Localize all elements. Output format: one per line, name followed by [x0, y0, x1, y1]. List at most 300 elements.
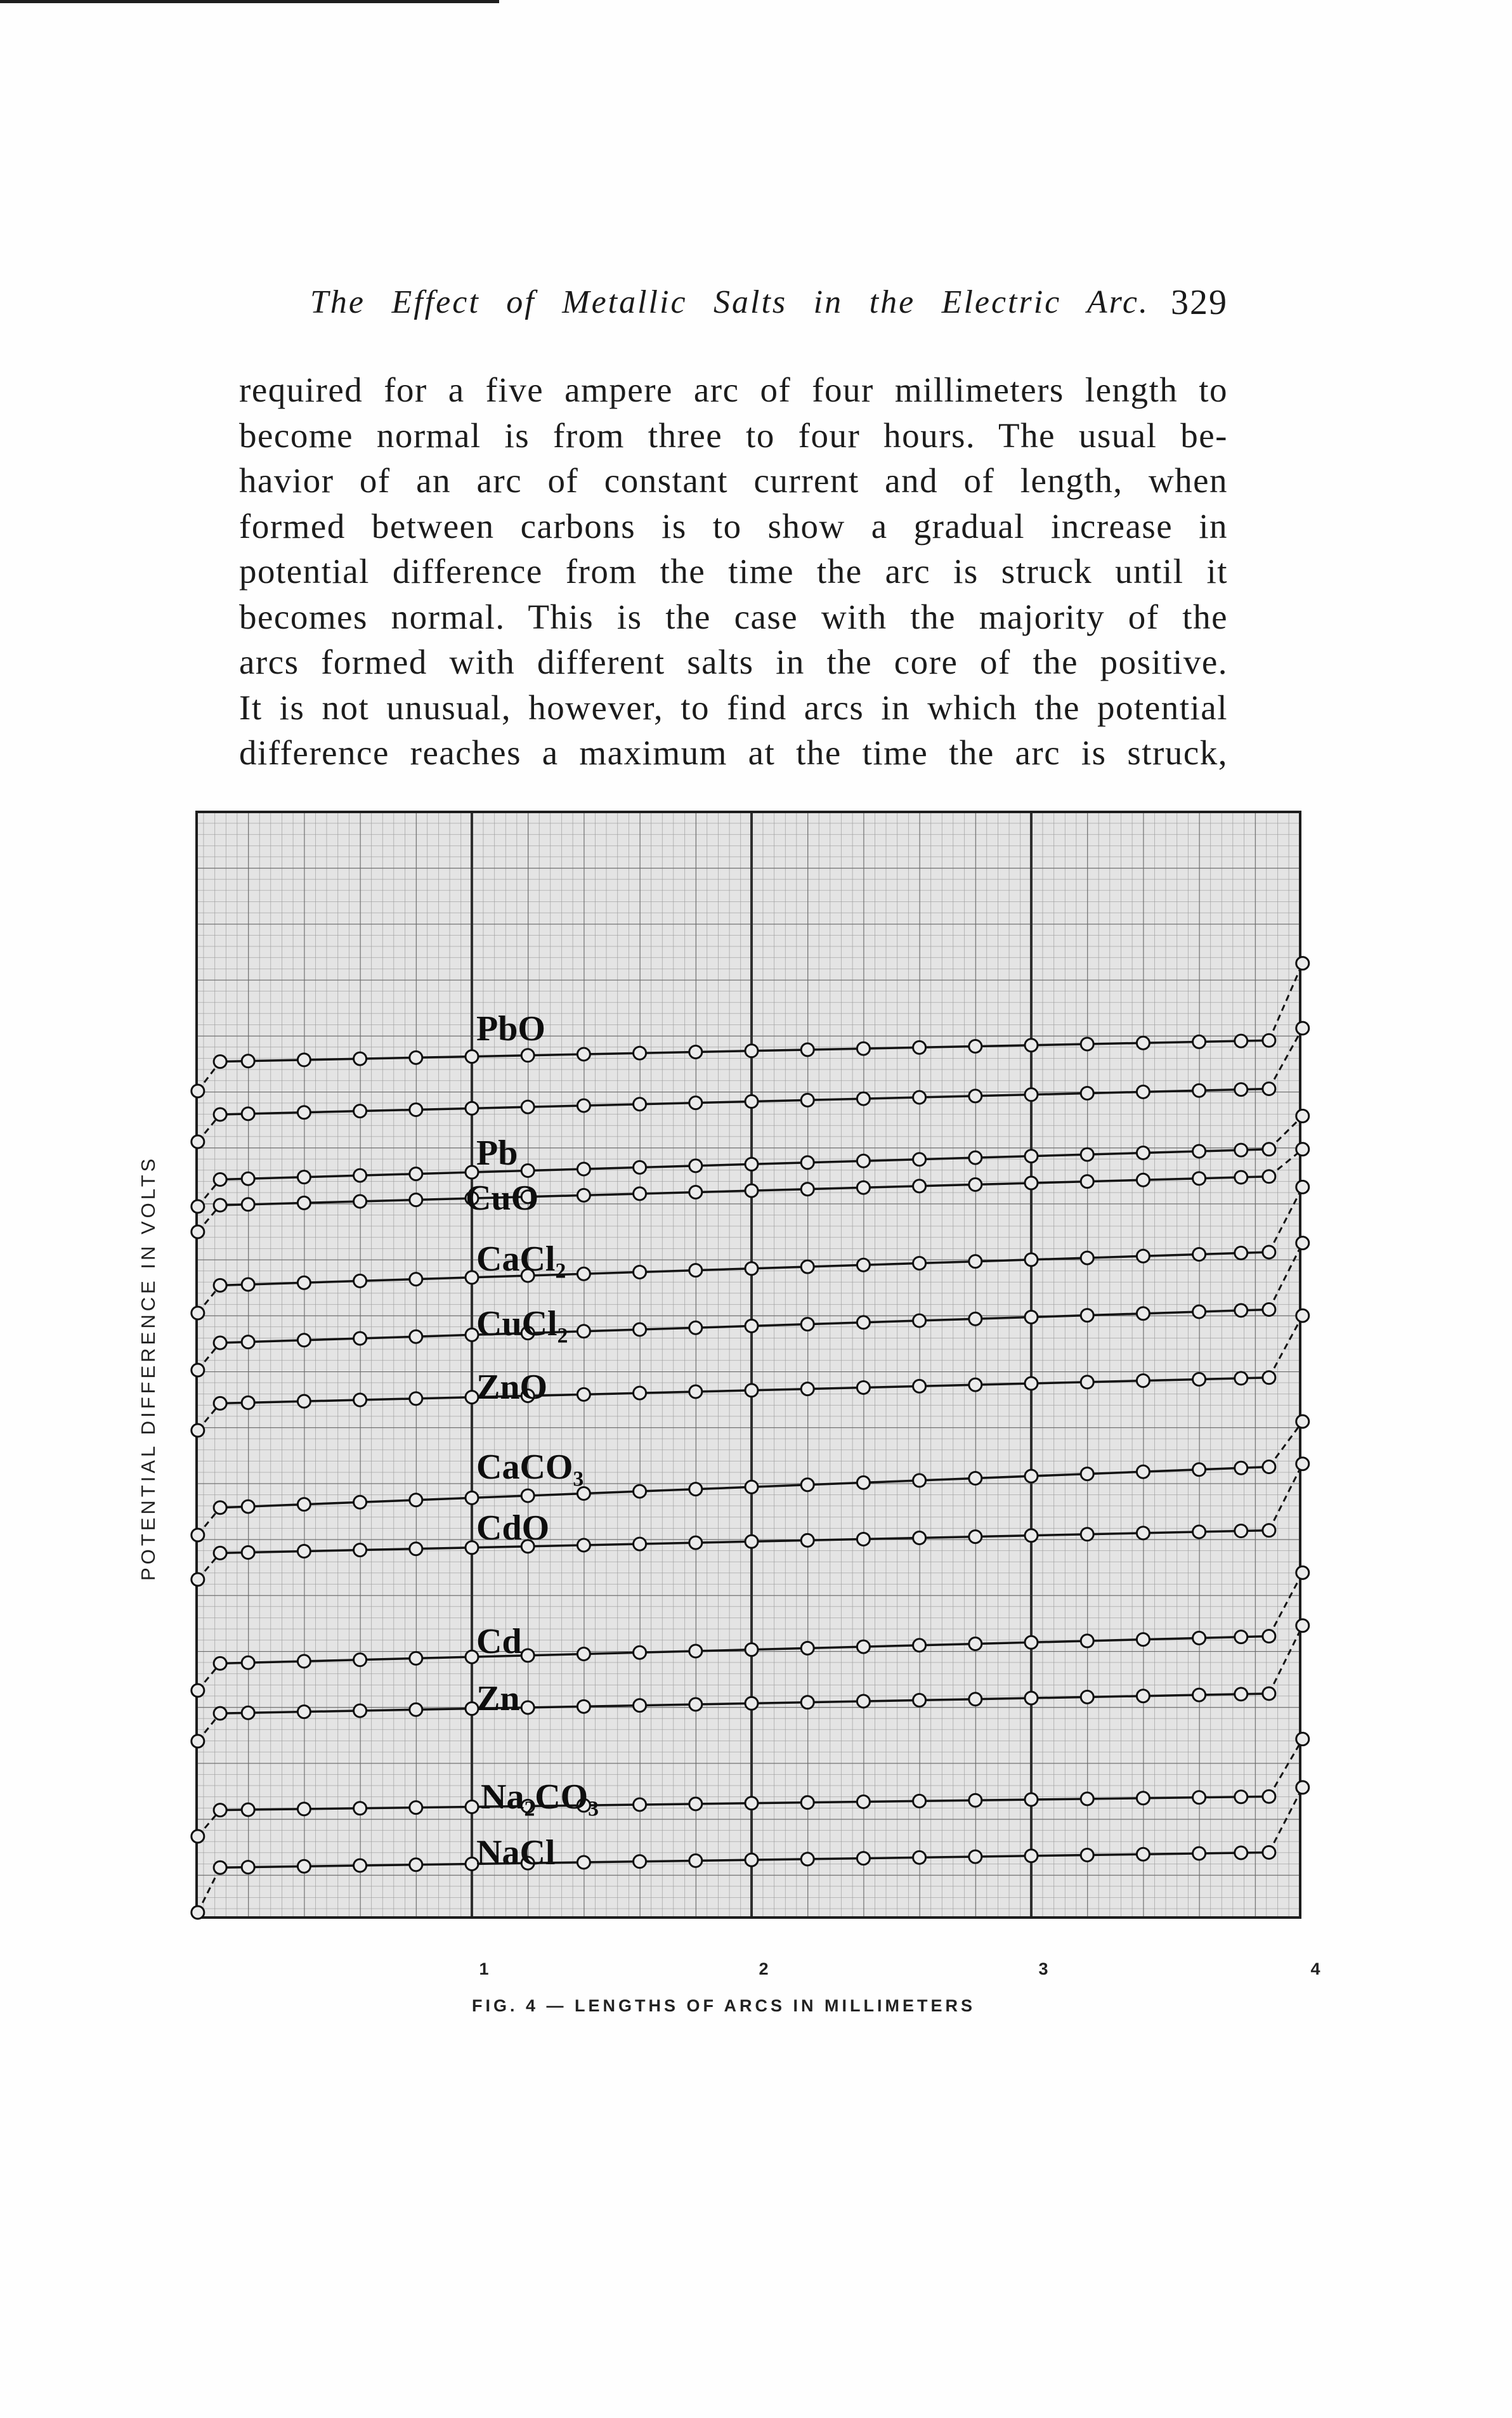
data-point: [1081, 1038, 1093, 1050]
data-point: [354, 1169, 367, 1182]
data-point: [913, 1532, 926, 1545]
data-point: [1296, 1619, 1309, 1632]
series-label: CaCl₂: [476, 1239, 566, 1279]
data-point: [354, 1802, 367, 1815]
data-point: [354, 1105, 367, 1118]
data-point: [801, 1642, 814, 1654]
data-point: [1296, 1566, 1309, 1579]
data-point: [1263, 1034, 1275, 1047]
data-point: [410, 1392, 422, 1405]
data-point: [969, 1151, 982, 1164]
data-point: [689, 1854, 702, 1867]
data-point: [577, 1325, 590, 1338]
data-point: [634, 1265, 646, 1278]
data-point: [1137, 1085, 1149, 1098]
data-point: [466, 1800, 478, 1813]
data-point: [214, 1279, 226, 1291]
data-point: [192, 1364, 204, 1376]
data-point: [214, 1804, 226, 1817]
data-point: [689, 1186, 702, 1199]
data-point: [634, 1485, 646, 1498]
data-point: [521, 1101, 534, 1113]
data-point: [1137, 1792, 1149, 1805]
data-point: [1235, 1144, 1248, 1156]
data-point: [1193, 1035, 1206, 1048]
data-point: [297, 1545, 310, 1558]
data-point: [913, 1041, 926, 1054]
data-point: [297, 1498, 310, 1511]
data-point: [634, 1323, 646, 1336]
data-point: [1296, 1458, 1309, 1470]
data-point: [801, 1796, 814, 1809]
data-point: [1193, 1172, 1206, 1185]
data-point: [1193, 1847, 1206, 1860]
data-point: [297, 1395, 310, 1408]
data-point: [801, 1318, 814, 1331]
data-point: [410, 1103, 422, 1116]
data-point: [634, 1387, 646, 1399]
data-point: [1263, 1846, 1275, 1859]
data-point: [969, 1693, 982, 1706]
data-point: [857, 1795, 870, 1808]
data-point: [1193, 1305, 1206, 1318]
data-point: [801, 1479, 814, 1491]
data-point: [1137, 1465, 1149, 1478]
data-point: [410, 1859, 422, 1871]
data-point: [466, 1491, 478, 1504]
data-point: [242, 1861, 254, 1874]
data-point: [410, 1194, 422, 1206]
data-point: [1193, 1463, 1206, 1476]
data-point: [1263, 1083, 1275, 1095]
data-point: [1137, 1690, 1149, 1702]
data-point: [242, 1108, 254, 1120]
data-point: [242, 1198, 254, 1211]
data-point: [689, 1321, 702, 1334]
data-point: [354, 1274, 367, 1287]
data-point: [410, 1494, 422, 1506]
data-point: [242, 1656, 254, 1669]
data-point: [242, 1803, 254, 1816]
data-point: [577, 1539, 590, 1552]
x-tick-label: 2: [759, 1959, 769, 1978]
data-point: [913, 1380, 926, 1392]
page-number: 329: [1171, 283, 1228, 322]
data-point: [1081, 1635, 1093, 1647]
data-point: [745, 1853, 758, 1866]
data-point: [801, 1183, 814, 1196]
data-point: [214, 1501, 226, 1514]
data-point: [354, 1654, 367, 1666]
text-line: formed between carbons is to show a gradual increase in: [239, 506, 1228, 546]
data-point: [745, 1045, 758, 1057]
data-point: [1137, 1036, 1149, 1049]
data-point: [214, 1108, 226, 1121]
data-point: [297, 1054, 310, 1066]
data-point: [354, 1704, 367, 1717]
data-point: [969, 1178, 982, 1191]
data-point: [969, 1531, 982, 1543]
data-point: [745, 1184, 758, 1197]
data-point: [1235, 1461, 1248, 1474]
data-point: [1263, 1790, 1275, 1803]
data-point: [410, 1273, 422, 1286]
data-point: [1235, 1631, 1248, 1644]
data-point: [857, 1042, 870, 1055]
data-point: [689, 1798, 702, 1810]
series-label: PbO: [476, 1009, 545, 1049]
data-point: [297, 1706, 310, 1718]
data-point: [242, 1172, 254, 1185]
data-point: [745, 1384, 758, 1397]
data-point: [634, 1855, 646, 1868]
data-point: [1137, 1173, 1149, 1186]
text-line: potential difference from the time the arc is struck until it: [239, 552, 1228, 591]
data-point: [1263, 1461, 1275, 1474]
data-point: [969, 1472, 982, 1485]
data-point: [192, 1830, 204, 1843]
data-point: [689, 1483, 702, 1496]
data-point: [1193, 1791, 1206, 1804]
data-point: [214, 1546, 226, 1559]
data-point: [1193, 1631, 1206, 1644]
data-point: [913, 1314, 926, 1327]
data-point: [801, 1094, 814, 1106]
data-point: [1137, 1307, 1149, 1320]
data-point: [634, 1538, 646, 1550]
data-point: [1081, 1309, 1093, 1322]
data-point: [1081, 1087, 1093, 1100]
data-point: [969, 1638, 982, 1650]
data-point: [1263, 1524, 1275, 1537]
data-point: [801, 1043, 814, 1056]
figure-caption: FIG. 4 — LENGTHS OF ARCS IN MILLIMETERS: [472, 1996, 976, 2015]
data-point: [1263, 1304, 1275, 1316]
data-point: [410, 1652, 422, 1664]
data-point: [521, 1049, 534, 1062]
data-point: [1263, 1687, 1275, 1700]
x-tick-label: 4: [1310, 1959, 1320, 1978]
data-point: [214, 1397, 226, 1409]
data-point: [354, 1496, 367, 1508]
data-point: [577, 1487, 590, 1500]
data-point: [689, 1698, 702, 1711]
data-point: [689, 1385, 702, 1398]
data-point: [745, 1644, 758, 1656]
data-point: [1235, 1304, 1248, 1317]
data-point: [969, 1378, 982, 1391]
data-point: [242, 1396, 254, 1409]
data-point: [969, 1312, 982, 1325]
data-point: [969, 1794, 982, 1807]
data-point: [689, 1264, 702, 1277]
data-point: [745, 1797, 758, 1810]
data-point: [1025, 1793, 1038, 1806]
data-point: [801, 1853, 814, 1866]
data-point: [1025, 1692, 1038, 1704]
text-line: required for a five ampere arc of four millimeters length to: [239, 370, 1228, 409]
scan-edge: [0, 0, 499, 3]
data-point: [1235, 1688, 1248, 1701]
series-label: Na₂CO₃: [481, 1777, 599, 1817]
data-point: [354, 1332, 367, 1345]
data-point: [354, 1544, 367, 1557]
data-point: [214, 1055, 226, 1068]
data-point: [192, 1573, 204, 1586]
series-label: CaCO₃: [476, 1448, 584, 1487]
data-point: [745, 1319, 758, 1332]
data-point: [1235, 1246, 1248, 1259]
data-point: [857, 1640, 870, 1653]
data-point: [689, 1536, 702, 1549]
data-point: [913, 1474, 926, 1487]
data-point: [913, 1180, 926, 1193]
data-point: [1193, 1084, 1206, 1097]
data-point: [1193, 1248, 1206, 1260]
data-point: [1263, 1246, 1275, 1258]
data-point: [577, 1388, 590, 1401]
data-point: [410, 1703, 422, 1716]
data-point: [297, 1334, 310, 1347]
body-paragraph: [239, 367, 1228, 776]
data-point: [689, 1097, 702, 1109]
data-point: [1025, 1310, 1038, 1323]
data-point: [1263, 1371, 1275, 1384]
graph-paper-medium-grid: [197, 812, 1300, 1918]
data-point: [1193, 1145, 1206, 1158]
data-point: [354, 1394, 367, 1406]
data-point: [297, 1196, 310, 1209]
data-point: [297, 1276, 310, 1289]
data-point: [1296, 1781, 1309, 1794]
data-point: [913, 1639, 926, 1652]
data-point: [1025, 1150, 1038, 1163]
data-point: [1193, 1689, 1206, 1701]
data-point: [689, 1045, 702, 1058]
data-point: [1193, 1526, 1206, 1538]
data-point: [242, 1278, 254, 1291]
text-line: It is not unusual, however, to find arcs in which the potential: [239, 688, 1228, 727]
data-point: [242, 1336, 254, 1349]
data-point: [1025, 1850, 1038, 1862]
data-point: [913, 1091, 926, 1104]
data-point: [1081, 1468, 1093, 1480]
data-point: [969, 1090, 982, 1102]
data-point: [1137, 1848, 1149, 1860]
data-point: [410, 1168, 422, 1180]
data-point: [410, 1543, 422, 1555]
data-point: [913, 1794, 926, 1807]
data-point: [1137, 1527, 1149, 1539]
data-point: [192, 1200, 204, 1213]
data-point: [857, 1532, 870, 1545]
data-point: [577, 1163, 590, 1175]
data-point: [1296, 1733, 1309, 1746]
data-point: [634, 1187, 646, 1200]
data-point: [1296, 1143, 1309, 1156]
data-point: [913, 1694, 926, 1706]
data-point: [1296, 1309, 1309, 1322]
data-point: [297, 1655, 310, 1668]
data-point: [214, 1707, 226, 1720]
data-point: [1235, 1846, 1248, 1859]
data-point: [577, 1189, 590, 1201]
figure-chart: [197, 812, 1313, 1922]
data-point: [689, 1645, 702, 1657]
data-point: [857, 1092, 870, 1105]
data-point: [1137, 1375, 1149, 1387]
x-tick-label: 1: [479, 1959, 489, 1978]
data-point: [242, 1500, 254, 1513]
data-point: [192, 1529, 204, 1541]
data-point: [1235, 1083, 1248, 1096]
data-point: [857, 1852, 870, 1865]
data-point: [410, 1801, 422, 1814]
data-point: [1025, 1039, 1038, 1052]
data-point: [1025, 1253, 1038, 1266]
data-point: [521, 1489, 534, 1502]
data-point: [857, 1154, 870, 1167]
data-point: [1081, 1528, 1093, 1541]
series-label: ZnO: [476, 1368, 548, 1407]
data-point: [297, 1106, 310, 1119]
data-point: [1296, 1237, 1309, 1250]
data-point: [192, 1085, 204, 1097]
data-point: [801, 1260, 814, 1273]
text-line: difference reaches a maximum at the time the arc is struck,: [239, 733, 1228, 772]
data-point: [297, 1171, 310, 1184]
data-point: [192, 1135, 204, 1148]
data-point: [354, 1052, 367, 1065]
data-point: [1235, 1525, 1248, 1538]
running-header-title: The Effect of Metallic Salts in the Electric Arc.: [310, 284, 1149, 320]
data-point: [577, 1267, 590, 1280]
series-label: NaCl: [476, 1833, 556, 1872]
data-point: [634, 1798, 646, 1811]
data-point: [192, 1225, 204, 1238]
data-point: [1081, 1690, 1093, 1703]
data-point: [745, 1158, 758, 1170]
data-point: [242, 1546, 254, 1559]
data-point: [242, 1706, 254, 1719]
data-point: [857, 1695, 870, 1708]
data-point: [1263, 1170, 1275, 1183]
data-point: [242, 1055, 254, 1068]
data-point: [969, 1255, 982, 1268]
data-point: [1081, 1251, 1093, 1264]
data-point: [801, 1696, 814, 1709]
data-point: [1296, 1180, 1309, 1193]
series-label: CuO: [466, 1179, 539, 1218]
series-label: Pb: [476, 1134, 518, 1173]
data-point: [689, 1160, 702, 1172]
data-point: [1081, 1793, 1093, 1805]
data-point: [1137, 1633, 1149, 1646]
x-tick-label: 3: [1038, 1959, 1048, 1978]
data-point: [634, 1098, 646, 1111]
text-line: havior of an arc of constant current and of length, when: [239, 461, 1228, 500]
data-point: [1081, 1849, 1093, 1862]
data-point: [214, 1199, 226, 1212]
data-point: [466, 1050, 478, 1063]
data-point: [410, 1330, 422, 1343]
series-label: CdO: [476, 1508, 550, 1548]
data-point: [466, 1102, 478, 1114]
data-point: [214, 1861, 226, 1874]
data-point: [1025, 1177, 1038, 1189]
data-point: [1235, 1171, 1248, 1184]
data-point: [214, 1657, 226, 1670]
data-point: [521, 1165, 534, 1177]
data-point: [410, 1051, 422, 1064]
data-point: [1137, 1250, 1149, 1262]
series-label: Cd: [476, 1622, 522, 1661]
data-point: [1235, 1372, 1248, 1385]
data-point: [634, 1699, 646, 1712]
data-point: [192, 1424, 204, 1437]
text-line: becomes normal. This is the case with the majority of the: [239, 597, 1228, 636]
text-line: become normal is from three to four hours. The usual be-: [239, 415, 1228, 455]
data-point: [192, 1906, 204, 1919]
series-label: Zn: [476, 1679, 520, 1718]
data-point: [521, 1649, 534, 1662]
data-point: [192, 1735, 204, 1748]
data-point: [192, 1684, 204, 1697]
data-point: [214, 1173, 226, 1186]
data-point: [857, 1476, 870, 1489]
data-point: [745, 1535, 758, 1548]
data-point: [634, 1161, 646, 1173]
data-point: [297, 1860, 310, 1872]
data-point: [1081, 1175, 1093, 1188]
data-point: [577, 1648, 590, 1661]
data-point: [577, 1099, 590, 1112]
data-point: [745, 1095, 758, 1108]
data-point: [1025, 1529, 1038, 1542]
data-point: [521, 1701, 534, 1714]
data-point: [214, 1336, 226, 1349]
data-point: [1235, 1035, 1248, 1047]
data-point: [801, 1534, 814, 1546]
data-point: [192, 1307, 204, 1319]
data-point: [913, 1257, 926, 1269]
data-point: [745, 1697, 758, 1709]
data-point: [1025, 1377, 1038, 1390]
data-point: [1296, 1415, 1309, 1428]
data-point: [857, 1181, 870, 1194]
data-point: [1137, 1147, 1149, 1160]
data-point: [745, 1480, 758, 1493]
data-point: [1296, 1022, 1309, 1035]
data-point: [1081, 1376, 1093, 1389]
data-point: [1025, 1636, 1038, 1649]
data-point: [634, 1047, 646, 1059]
data-point: [1296, 1109, 1309, 1122]
data-point: [969, 1850, 982, 1863]
data-point: [801, 1156, 814, 1169]
data-point: [297, 1803, 310, 1815]
data-point: [857, 1316, 870, 1329]
data-point: [857, 1381, 870, 1394]
data-point: [354, 1195, 367, 1208]
data-point: [1193, 1373, 1206, 1386]
data-point: [354, 1859, 367, 1872]
series-label: CuCl₂: [476, 1304, 568, 1343]
data-point: [634, 1646, 646, 1659]
data-point: [913, 1851, 926, 1864]
data-point: [577, 1700, 590, 1713]
data-point: [801, 1383, 814, 1395]
